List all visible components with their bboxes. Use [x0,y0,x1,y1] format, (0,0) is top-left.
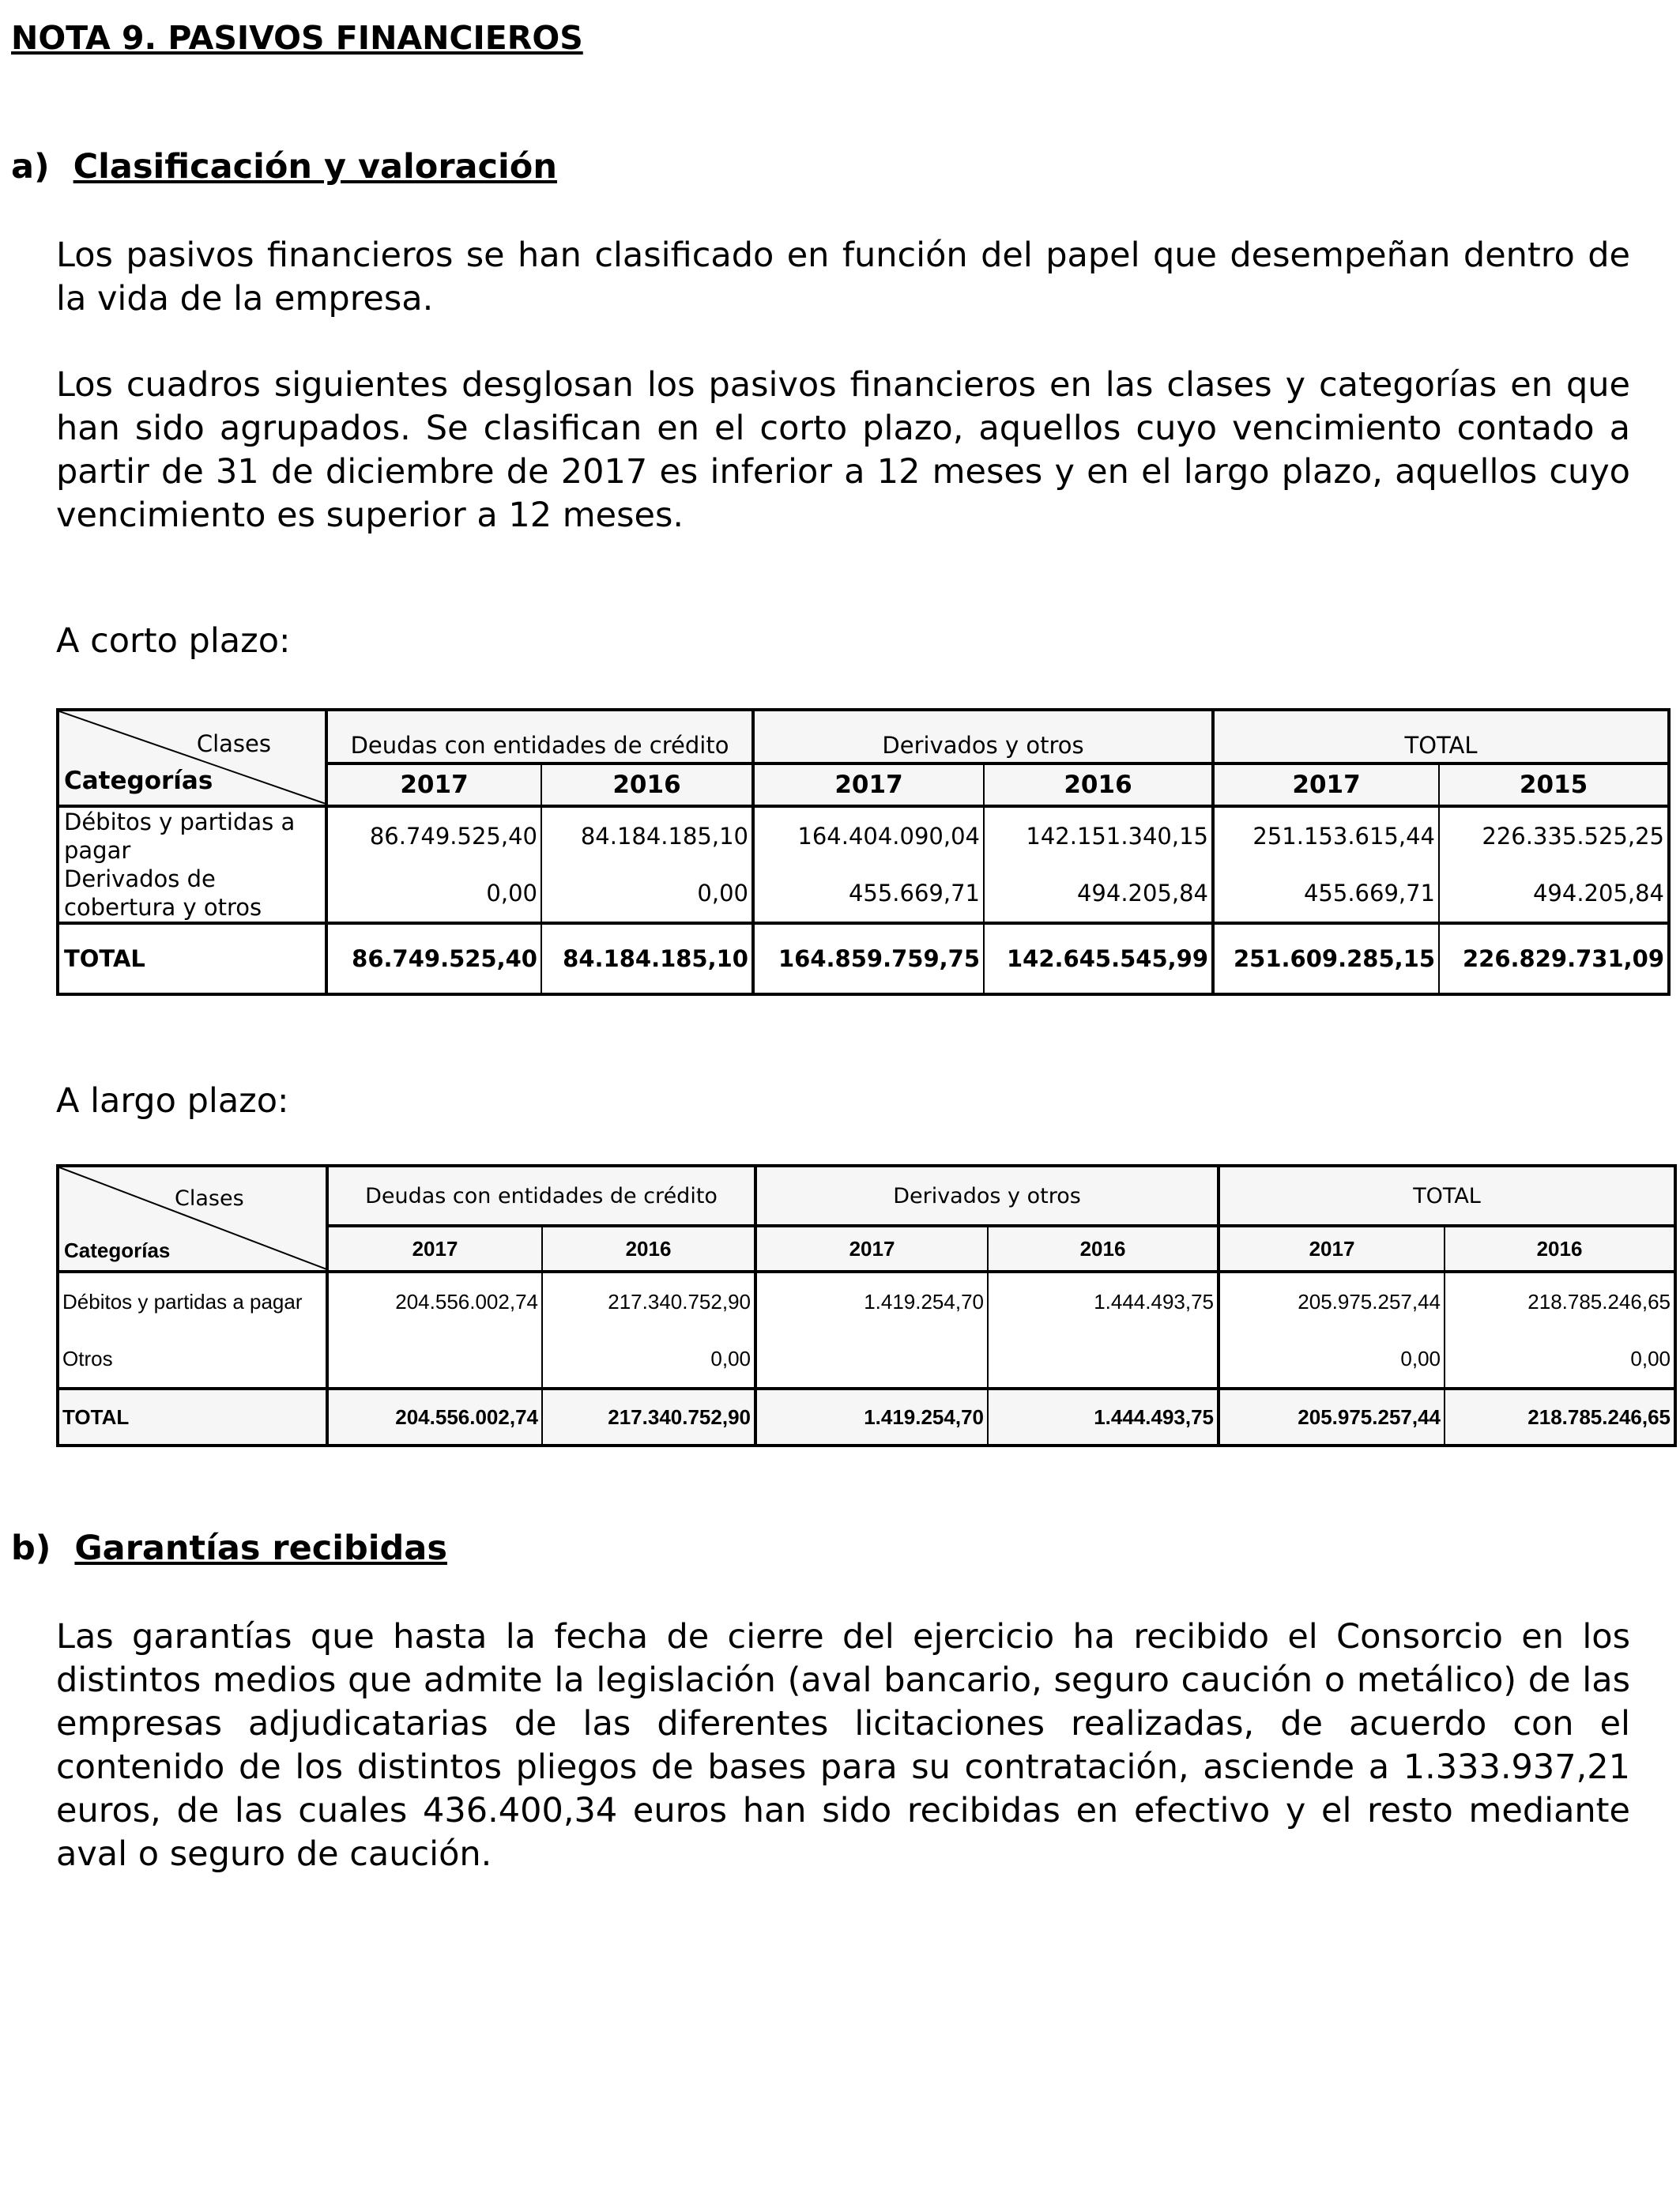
row-category: Derivados de cobertura y otros [58,865,326,923]
table-cell: 0,00 [1445,1330,1675,1389]
section-a-paragraph-1: Los pasivos financieros se han clasificado en función del papel que desempeñan dentro de la vida de la empresa. [56,236,1630,319]
table-cell: 86.749.525,40 [326,806,541,865]
year-header: 2016 [984,763,1213,806]
row-category: Débitos y partidas a pagar [58,806,326,865]
year-header: 2016 [541,763,753,806]
table-cell: 226.829.731,09 [1439,923,1669,994]
year-header: 2017 [1219,1226,1445,1272]
table-cell: 84.184.185,10 [541,806,753,865]
short-term-label: A corto plazo: [56,621,291,661]
group-header: TOTAL [1213,710,1669,763]
year-header: 2017 [1213,763,1439,806]
table-cell: 226.335.525,25 [1439,806,1669,865]
table-cell: 251.153.615,44 [1213,806,1439,865]
table-total-row [58,923,1669,994]
table-cell: 142.151.340,15 [984,806,1213,865]
table-cell: 1.444.493,75 [988,1389,1219,1446]
note-title: NOTA 9. PASIVOS FINANCIEROS [11,19,583,57]
year-header: 2017 [327,1226,542,1272]
table-row [58,865,1669,923]
table-cell: 164.404.090,04 [753,806,984,865]
group-header: Deudas con entidades de crédito [327,1166,755,1226]
table-total-row [58,1389,1675,1446]
group-header: Deudas con entidades de crédito [326,710,753,763]
table-cell: 494.205,84 [984,865,1213,923]
table-cell: 217.340.752,90 [542,1272,755,1330]
table-cell: 455.669,71 [1213,865,1439,923]
table-cell [988,1330,1219,1389]
section-a-label: a) [11,147,50,187]
table-cell: 84.184.185,10 [541,923,753,994]
table-row [58,1330,1675,1389]
year-header: 2017 [753,763,984,806]
table-cell: 0,00 [1219,1330,1445,1389]
table-cell [755,1330,988,1389]
row-category: TOTAL [58,923,326,994]
table-cell: 205.975.257,44 [1219,1389,1445,1446]
table-cell: 0,00 [542,1330,755,1389]
table-cell [327,1330,542,1389]
section-b-paragraph: Las garantías que hasta la fecha de cierre del ejercicio ha recibido el Consorcio en los distintos medios que admite la legislación (aval bancario, seguro caución o metálico) de las empresas adjudicatarias de las diferentes licitaciones realizadas, de acuerdo con el contenido de los distintos pliegos de bases para su contratación, asciende a 1.333.937,21 euros, de las cuales 436.400,34 euros han sido recibidas en efectivo y el resto mediante aval o seguro de caución. [56,1617,1630,1874]
table-cell: 1.444.493,75 [988,1272,1219,1330]
section-a-title: Clasificación y valoración [73,147,557,187]
table-cell: 142.645.545,99 [984,923,1213,994]
table-cell: 86.749.525,40 [326,923,541,994]
table-cell: 164.859.759,75 [753,923,984,994]
section-a-heading [11,147,557,187]
year-header: 2016 [988,1226,1219,1272]
table-cell: 1.419.254,70 [755,1272,988,1330]
group-header: TOTAL [1219,1166,1675,1226]
table-row [58,806,1669,865]
table-cell: 0,00 [326,865,541,923]
table-group-header-row [58,710,1669,763]
table-cell: 217.340.752,90 [542,1389,755,1446]
row-category: Débitos y partidas a pagar [58,1272,327,1330]
corner-categories-label: Categorías [64,1238,171,1262]
long-term-label: A largo plazo: [56,1081,289,1121]
corner-classes-label: Clases [175,1186,244,1211]
long-term-table [56,1164,1677,1447]
table-row [58,1272,1675,1330]
table-cell: 205.975.257,44 [1219,1272,1445,1330]
table-cell: 494.205,84 [1439,865,1669,923]
table-cell: 204.556.002,74 [327,1272,542,1330]
table-cell: 251.609.285,15 [1213,923,1439,994]
row-category: TOTAL [58,1389,327,1446]
table-cell: 455.669,71 [753,865,984,923]
short-term-table [56,708,1671,996]
year-header: 2015 [1439,763,1669,806]
group-header: Derivados y otros [753,710,1213,763]
section-a-paragraph-2: Los cuadros siguientes desglosan los pasivos financieros en las clases y categorías en que han sido agrupados. Se clasifican en el corto plazo, aquellos cuyo vencimiento contado a partir de 31 de diciembre de 2017 es inferior a 12 meses y en el largo plazo, aquellos cuyo vencimiento es superior a 12 meses. [56,365,1630,535]
year-header: 2017 [326,763,541,806]
table-cell: 204.556.002,74 [327,1389,542,1446]
table-cell: 1.419.254,70 [755,1389,988,1446]
corner-categories-label: Categorías [64,767,213,795]
table-cell: 218.785.246,65 [1445,1389,1675,1446]
table-corner-cell [58,1166,327,1272]
table-corner-cell [58,710,326,806]
section-b-title: Garantías recibidas [74,1529,447,1568]
section-b-heading [11,1529,447,1568]
corner-classes-label: Clases [196,730,271,757]
group-header: Derivados y otros [755,1166,1219,1226]
row-category: Otros [58,1330,327,1389]
section-b-label: b) [11,1529,51,1568]
table-cell: 218.785.246,65 [1445,1272,1675,1330]
table-group-header-row [58,1166,1675,1226]
year-header: 2016 [542,1226,755,1272]
year-header: 2017 [755,1226,988,1272]
table-cell: 0,00 [541,865,753,923]
year-header: 2016 [1445,1226,1675,1272]
